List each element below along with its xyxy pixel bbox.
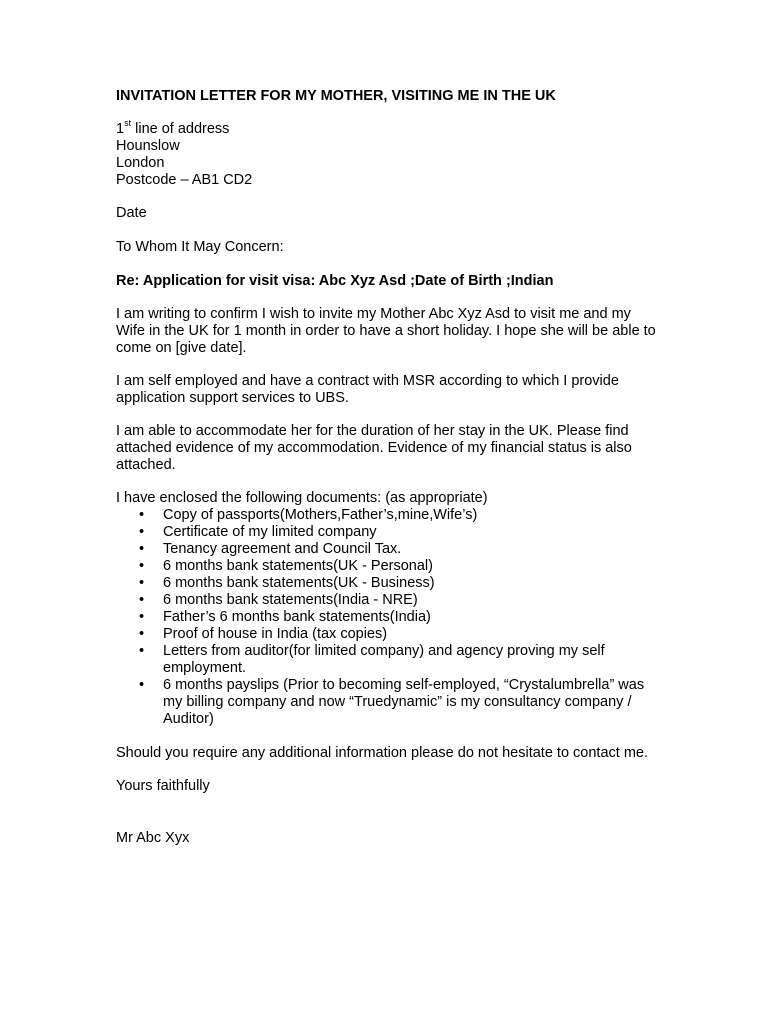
sign-off: Yours faithfully <box>116 778 210 794</box>
salutation: To Whom It May Concern: <box>116 239 284 255</box>
bullet-icon: • <box>139 575 145 591</box>
bullet-icon: • <box>139 609 145 625</box>
list-item <box>116 609 661 626</box>
list-item-text: Copy of passports(Mothers,Father’s,mine,Wife’s) <box>163 507 478 523</box>
list-item <box>116 677 661 728</box>
documents-list <box>116 507 661 728</box>
list-item <box>116 626 661 643</box>
bullet-icon: • <box>139 643 145 659</box>
list-item-text: 6 months bank statements(UK - Personal) <box>163 558 433 574</box>
bullet-icon: • <box>139 541 145 557</box>
sender-address <box>116 118 661 189</box>
letter-title: INVITATION LETTER FOR MY MOTHER, VISITING ME IN THE UK <box>116 88 556 104</box>
bullet-icon: • <box>139 507 145 523</box>
bullet-icon: • <box>139 558 145 574</box>
bullet-icon: • <box>139 524 145 540</box>
address-line-1 <box>116 118 661 138</box>
list-item-text: 6 months payslips (Prior to becoming self-employed, “Crystalumbrella” was my billing company and now “Truedynamic” is my consultancy company / Auditor) <box>163 677 645 727</box>
paragraph-invitation: I am writing to confirm I wish to invite my Mother Abc Xyz Asd to visit me and my Wife in the UK for 1 month in order to have a short holiday. I hope she will be able to come on [give date]. <box>116 306 656 356</box>
closing-paragraph: Should you require any additional information please do not hesitate to contact me. <box>116 745 649 761</box>
documents-intro: I have enclosed the following documents: (as appropriate) <box>116 490 488 506</box>
list-item <box>116 507 661 524</box>
signature-name: Mr Abc Xyx <box>116 830 190 846</box>
list-item <box>116 541 661 558</box>
list-item-text: 6 months bank statements(India - NRE) <box>163 592 418 608</box>
bullet-icon: • <box>139 626 145 642</box>
paragraph-employment: I am self employed and have a contract with MSR according to which I provide application support services to UBS. <box>116 373 619 406</box>
list-item-text: Proof of house in India (tax copies) <box>163 626 388 642</box>
address-line-3: London <box>116 155 165 171</box>
address-line-1-ordinal: st <box>124 118 132 129</box>
bullet-icon: • <box>139 592 145 608</box>
list-item <box>116 643 661 677</box>
list-item <box>116 592 661 609</box>
bullet-icon: • <box>139 677 145 693</box>
list-item <box>116 524 661 541</box>
address-line-1-text: line of address <box>131 121 230 137</box>
list-item-text: 6 months bank statements(UK - Business) <box>163 575 435 591</box>
address-line-4: Postcode – AB1 CD2 <box>116 172 253 188</box>
paragraph-accommodation: I am able to accommodate her for the duration of her stay in the UK. Please find attached evidence of my accommodation. Evidence of my financial status is also attached. <box>116 423 632 473</box>
list-item <box>116 575 661 592</box>
date-line: Date <box>116 205 147 221</box>
address-line-1-number: 1 <box>116 121 125 137</box>
list-item <box>116 558 661 575</box>
list-item-text: Certificate of my limited company <box>163 524 377 540</box>
address-line-2: Hounslow <box>116 138 180 154</box>
list-item-text: Letters from auditor(for limited company) and agency proving my self employment. <box>163 643 605 676</box>
list-item-text: Tenancy agreement and Council Tax. <box>163 541 402 557</box>
subject-line: Re: Application for visit visa: Abc Xyz Asd ;Date of Birth ;Indian <box>116 273 554 289</box>
list-item-text: Father’s 6 months bank statements(India) <box>163 609 431 625</box>
letter-page <box>116 88 661 847</box>
